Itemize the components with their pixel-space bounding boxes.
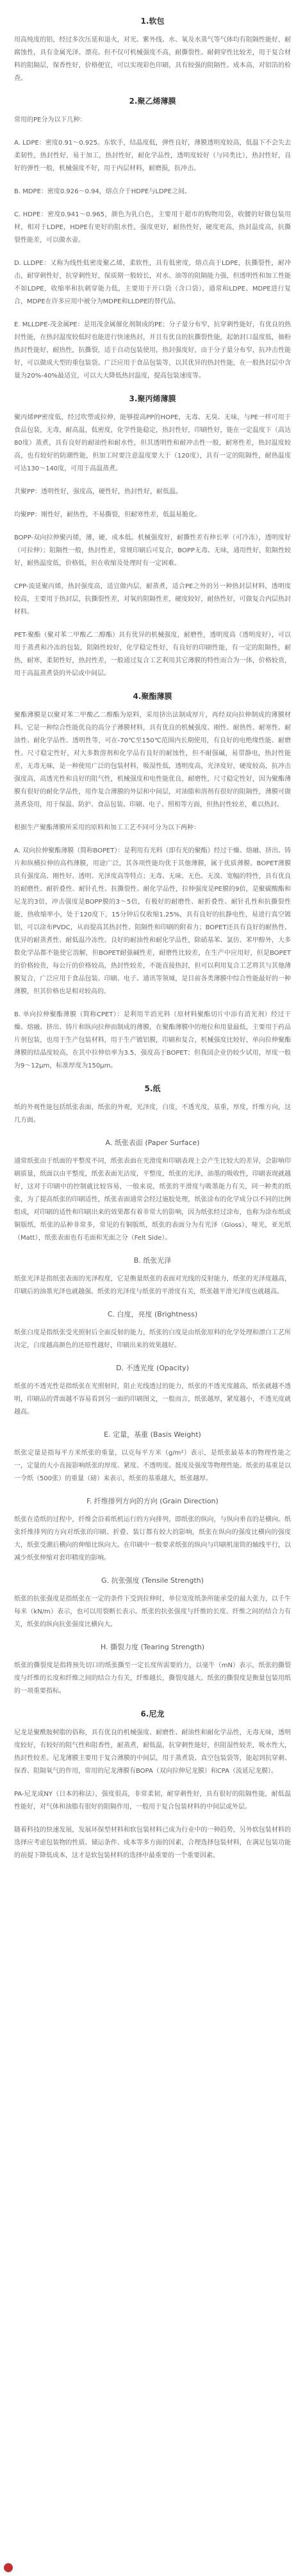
paragraph: 纸张的不透光性是指纸张在光照射时，阻止光线透过的能力，纸张的不透光度越高，纸张就越不透明，印刷品的背面越不容易看到另一面的印刷图文，一般而言，纸张越厚，紧度越小，不透光度就越高。 xyxy=(14,1383,291,1416)
subsection-heading: H. 撕裂力度 (Tearing Strength) xyxy=(100,1643,205,1651)
paragraph: 纸张白度是指纸张受光照射后全面反射的能力，纸张的白度是由纸张原料的化学处理和漂白工艺所决定，白度越高颜色的还原性越好，印刷出来的效果越好。 xyxy=(14,1329,291,1349)
section xyxy=(14,1642,291,1698)
section xyxy=(14,1363,291,1419)
subsection-heading: B. 纸张光泽 xyxy=(133,1256,172,1265)
subsection-heading: G. 抗张强度 (Tensile Strength) xyxy=(101,1576,204,1585)
subsection-heading: D. 不透光度 (Opacity) xyxy=(116,1364,189,1372)
paragraph: 纸的外观性能包括纸张表面，纸张的外观，光泽度，白度，不透光度，基重，厚度，纤维方向，这几方面。 xyxy=(14,1104,291,1124)
subsection-heading: F. 纤维排列方向的方向 (Grain Direction) xyxy=(87,1497,218,1505)
paragraph: 聚酯薄膜是以聚对苯二甲酸乙二醇酯为原料，采用挤出法制成厚片，再经双向拉伸制成的薄膜材料。它是一种综合性能优良的高分子薄膜材料，具有优良的机械强度、刚性、耐热性、耐寒性、耐油性、耐化学品性、透明性等，可在-70℃至150℃范围内长期使用，有良好的电绝缘性能、耐磨性、尺寸稳定性好，对大多数溶剂和化学品有良好的耐蚀性，但不耐强碱，易带静电，热封性能差，无毒无味，是一种使用广泛的包装材料，吸湿性低，透明度高，光泽度好，硬度较高，抗冲击强度高，高透光性和良好的阻气性，机械强度和电性能优良，耐磨性，尺寸稳定性好，因为聚酯薄膜有很好的耐化学品性，用作复合薄膜的外层和中间层，对油脂和溶剂有很好的阻隔性，薄膜可做蒸煮袋用，用于保温、防护、食品包装、印刷、电子、照相等方面，但热封性较差，难以热封。 xyxy=(14,712,291,808)
section-heading: 5.纸 xyxy=(144,1084,161,1093)
paragraph: 纸张在造纸的过程中，纤维会沿着纸机运行的方向排列，即纸张的纵向，与纵向垂直的是横向。纸张纤维排列的方向对纸张的印刷、折叠、装订都有较大的影响，纸张在纵向的强度比横向的强度大，纸张受潮后横向的伸缩比纵向大。在印刷中一般要求纸张的纵向与印刷机滚筒的轴线平行，以减少纸张伸缩对套印精度的影响。 xyxy=(14,1516,291,1562)
paragraph: A. 双向拉伸聚酯薄膜（简称BOPET）：是利用有光料（即有光的聚酯）经过干燥、熔融、挤出、铸片和纵横拉伸的高档薄膜，用途广泛，其各项性能均优于其他薄膜，属于优质薄膜。BOPET薄膜具有强度高、刚性好、透明、光泽度高等特点；无毒、无味、无色、无溴、宽幅的特性，具有优良的耐磨性、耐折叠性、耐针孔性、抗撕裂性、耐化学品性，拉伸强度是PE膜的9倍，是聚碳酸酯和尼龙的3倍，冲击强度是BOPP膜的3～5倍，有极好的耐磨性、耐折叠性、耐针孔性和抗撕裂性能，热收缩率小，处于120度下，15分钟后仅收缩1.25%，具有良好的抗静电性，易进行真空镀铝，可以涂布PVDC，从而提高其热封性、阻隔性和印刷的附着力；BOPET还具有良好的耐热性、优异的耐蒸煮性、耐低温冷冻性、良好的耐油性和耐化学品性，除硝基苯、氯仿、苯甲醇外，大多数化学品都不能使它溶解，但BOPET耐强碱性差，耐磨性比较差，在生产中应用好，但是BOPET的价格较贵，每公斤的价格较高，热封性较差，不能直接热封，但可以利用复合工艺将其与其他薄膜复合，广泛应用于食品包装、印刷、电子、通讯等领域，是目前各类薄膜中综合性能最好的一种薄膜，但其价格也是相对较高的。 xyxy=(14,847,291,995)
paragraph: CPP-流延聚丙烯，热封强度高，适宜做内层，耐蒸煮，适合PE之外的另一种热封层材料，透明度较高，主要用于热封层，抗撕裂性差，对氧的阻隔性差，硬度较好，耐热性好，可做复合内层热封材料。 xyxy=(14,583,291,616)
paragraph: C. HDPE：密度0.941～0.965，颜色为乳白色，主要用于超市的购物用袋，收腰的好做包装用材，相对于LDPE，HDPE有更好的阻水性，强度更好，耐热性好，硬度更高，热封温度高，抗撕裂性能差，可以做水壶。 xyxy=(14,211,291,244)
paragraph: 常用的PE分为以下几种： xyxy=(14,116,87,124)
subsection-heading: E. 定量，基重 (Basis Weight) xyxy=(104,1430,201,1439)
section xyxy=(14,691,291,812)
paragraph: PET-聚酯（聚对苯二甲酸乙二醇酯）具有优异的机械强度，耐磨性，透明度高（透明度好），可以用于蒸煮和冷冻的包装，阻隔性较好，化学稳定性好，有良好的印刷性能，有一定的阻隔性，耐热，耐寒，柔韧性好，热封性差，一般通过复合工艺利用其它薄膜的特性而合为一体，价格较贵，用于高温蒸煮袋的外层或中间层。 xyxy=(14,632,291,677)
paragraph: 随着科技的快速发展，发展环保型材料和软包装材料已成为行业中的一种趋势，另外软包装材料的选择应考虑包装物的性质、储运条件、成本等多方面的因素，合理选择包装材料，在满足包装功能的前提下降低成本，这才是软包装材料的选择中最重要的一个重要因素。 xyxy=(14,1827,291,1859)
paragraph: 纸张光泽是指纸张表面的光泽程度，它是衡量纸张的表面对光线的反射能力，纸张的光泽度越高，印刷后的油墨光泽也就越强。纸张的光泽度与纸张的平滑度有关，纸张越平滑光泽度也就越高。 xyxy=(14,1276,291,1295)
paragraph: B. MDPE：密度0.926～0.94，熔点介于HDPE与LDPE之间。 xyxy=(14,188,191,195)
paragraph: 纸张的撕裂度是指将预先切口的纸张撕至一定长度所需要的力，以毫牛（mN）表示，纸张的撕裂度与纤维的长度和纤维之间的结合力有关，纤维越长，撕裂度越大。纸张的撕裂度是衡量包装用纸的一项重要指标。 xyxy=(14,1662,291,1695)
section xyxy=(14,1083,291,1127)
section xyxy=(14,1137,291,1245)
paragraph: B. 单向拉伸聚酯薄膜（简称CPET）：是利用半消光料（原材料聚酯切片中添有消光剂）经过干燥、熔融、挤出、铸片和纵向拉伸而制成的薄膜，在聚酯薄膜中的地位和用量最低，主要用于药品片剂包装，也用于生产包装材料，用于生产镀铝膜，印刷和复合，机械强度比较好，单向拉伸聚酯薄膜的结晶度较高，在其中拉伸倍率为3.5，强度高于BOPET；但我国企业仍较少试用，厚度一般为9～12μm，标准厚度为150μm。 xyxy=(14,1011,291,1069)
section xyxy=(14,1309,291,1352)
paragraph: 纸张定量是指每平方米纸张的重量，以克每平方米（g/m²）表示，是纸张最基本的物理性能之一，定量的大小直接影响纸张的厚度、紧度、不透明度、挺度及强度等物理性能。纸张的基重是以一令纸（500张）的重量（磅）来表示，纸张的基重越大，纸张越厚。 xyxy=(14,1450,291,1482)
section xyxy=(14,393,291,680)
paragraph: D. LLDPE：又称为线性低密度聚乙烯，柔软性，具有低密度，熔点高于LDPE，抗撕裂性，耐冲击，耐穿刺性好，抗穿刺性好，保质期一般较长，对水、油等的阻隔能力强，但透明性和加工性能不如LDPE，收缩率和抗刺穿能力低，主要用于开口袋（含口袋），通常和LDPE、MDPE进行复合，MDPE在许多应用中被分为MDPE和LLDPE的替代品。 xyxy=(14,260,291,305)
paragraph: E. MLLDPE-茂金属PE：是用茂金属催化剂制成的PE；分子量分布窄，抗穿刺性能好，有优良的热封性能，在热封温度较低时也能进行快速热封，并且有优良的抗撕裂性能，起始封口温度低，抽粉热封性能好，耐热性，抗撕裂，适于自动包装使用，热封强度好，由于分子量分布窄，抗冲击性能好，可以做成大型的重包装袋。广泛应用于食品包装等，以其优异的热封性能，在一般热封层中含量为20%-40%最适宜，可以大大降低热封温度，提高包装速度等。 xyxy=(14,321,291,380)
subsection-heading: A. 纸张表面 (Paper Surface) xyxy=(105,1139,200,1147)
paragraph: 通常纸张由于纸面的平整度不同，纸张表面在光滑度和印刷表现上会产生比较大的差异，会影响印刷质量，纸面以由平整度，纸张表面光洁度，平整度，纸张的光泽，油墨的吸收性，印刷表现就越好，这对于印刷中的控制就比较容易，一般来说，纸张的平滑度与吸墨能力有关，同一种类的纸张，为了提高纸张的印刷适性，纸张表面通常会经过施胶处理，纸张涂布的化学成分以不同的比例组成，对印刷的适性和印刷出来的效果都有着非常大的影响，因为纸张经过涂布，也称为涂布纸或铜版纸，纸张的品种非常多，常见的有铜版纸，纸张的表面分为有光泽（Gloss），哑光，亚光纸（Matt），纸张表面也有毛面和光面之分（Felt Side）。 xyxy=(14,1158,291,1242)
paragraph: A. LDPE：密度0.91～0.925。东软手，结晶度低，弹性良好，薄膜透明度较高，低温下不会失去柔韧性，热封性好，易于加工，热封性好，耐化学品性，透明度较好（与同类比），热封性好，良好的弹性一般，机械强度不好，用于内层材料，耐磨损，抗冲击。 xyxy=(14,140,291,172)
subsection-heading: C. 白度，亮度 (Brightness) xyxy=(107,1310,198,1318)
paragraph: 纸张的抗张强度是指纸张在一定的条件下受到拉伸时，单位宽度纸条所能承受的最大张力，以千牛每米（kN/m）表示，也可以用裂断长表示。纸张的抗张强度与纤维的长度、纤维之间的结合力有关，纸张的纵向抗张强度比横向大。 xyxy=(14,1596,291,1628)
section-heading: 6.尼龙 xyxy=(140,1709,165,1718)
paragraph: 尼龙是聚酰胺树脂的俗称，具有优良的机械强度、耐磨性、耐油性和耐化学品性，无毒无味，透明度较好，有较好的阻气性和阻香性，耐蒸煮，耐低温，抗穿刺性能好，但阻湿性较差，吸水性大，热封性较差。尼龙薄膜主要用于复合薄膜的中间层，用于蒸煮袋、真空包装袋等，能起到抗穿刺、保香、阻隔氧气的作用，常用的尼龙薄膜有BOPA（双向拉伸尼龙膜）和CPA（流延尼龙膜）。 xyxy=(14,1729,291,1775)
paragraph: 根据生产聚酯薄膜所采用的原料和加工工艺不同可分为以下两种： xyxy=(14,824,200,831)
section xyxy=(14,1708,291,1862)
paragraph: BOPP-双向拉伸聚丙烯，薄，硬，成本低。机械强度好，耐撕性差有伸长率（可冷冻），透明度好（可拉伸）；阻隔性一般，热封性差，常规印刷后可复合，BOPP无毒、无味，通用性好，阻隔性较好，耐热温度低，价格低，但在收缩及处理时有一定困难。 xyxy=(14,534,291,567)
section-heading: 1.软包 xyxy=(140,17,165,26)
section xyxy=(14,95,291,383)
paragraph: PA-尼龙或NY（日本的称法），强度很高，非常柔韧，耐穿刺性好，具有很好的阻隔性能，耐低温性能好，对气体和油脂有很好的阻隔作用，一般用于复合包装材料的中间层或外层。 xyxy=(14,1791,291,1811)
paragraph: 用高纯度的铝，经过多次压延和退火，对光、紫外线、水、氧及水蒸气等气体均有阻隔性能好，耐腐蚀性，具有金属光泽。漂亮。但不仅可机械强度不高，耐撕裂性、耐刺穿性比较差，用于复合材料的阻隔层，保香性好，价格便宜，可以实现彩色印刷，具有较强的阻隔性。成本高，对铝箔的检查。 xyxy=(14,36,291,82)
section xyxy=(14,1255,291,1299)
section-heading: 3.聚丙烯薄膜 xyxy=(129,394,176,403)
section xyxy=(14,1575,291,1631)
section xyxy=(14,1496,291,1565)
section-heading: 2.聚乙烯薄膜 xyxy=(129,97,176,106)
paragraph: 聚丙烯PP密度低，经过吹塑或拉伸，能够提高PP的HOPE，无毒、无臭、无味，与PE一样可用于食品包装，无毒，耐高温，低密度，化学性能稳定，热封性好，印刷性好，能在一定温度下（高达80度）蒸煮，具有良好的耐油性和耐水性，但其透明性和耐冲击性一般，耐寒性差，热封温度较高，也有较好的防潮性能，但加工时要注意温度要大于（120度），具有一定的阻隔性，耐热温度可达130～140度，可用于高温蒸煮。 xyxy=(14,414,291,472)
section-heading: 4.聚酯薄膜 xyxy=(133,692,172,701)
section xyxy=(14,15,291,85)
brand-logo-icon xyxy=(4,2563,13,2572)
paragraph: 共聚PP：透明性好，强度高，硬性好，热封性好，耐低温。 xyxy=(14,488,183,495)
paragraph: 均聚PP：刚性好，耐热性，不易撕裂，但耐寒性差，低温易脆化。 xyxy=(14,511,202,518)
section xyxy=(14,822,291,1073)
section xyxy=(14,1429,291,1485)
